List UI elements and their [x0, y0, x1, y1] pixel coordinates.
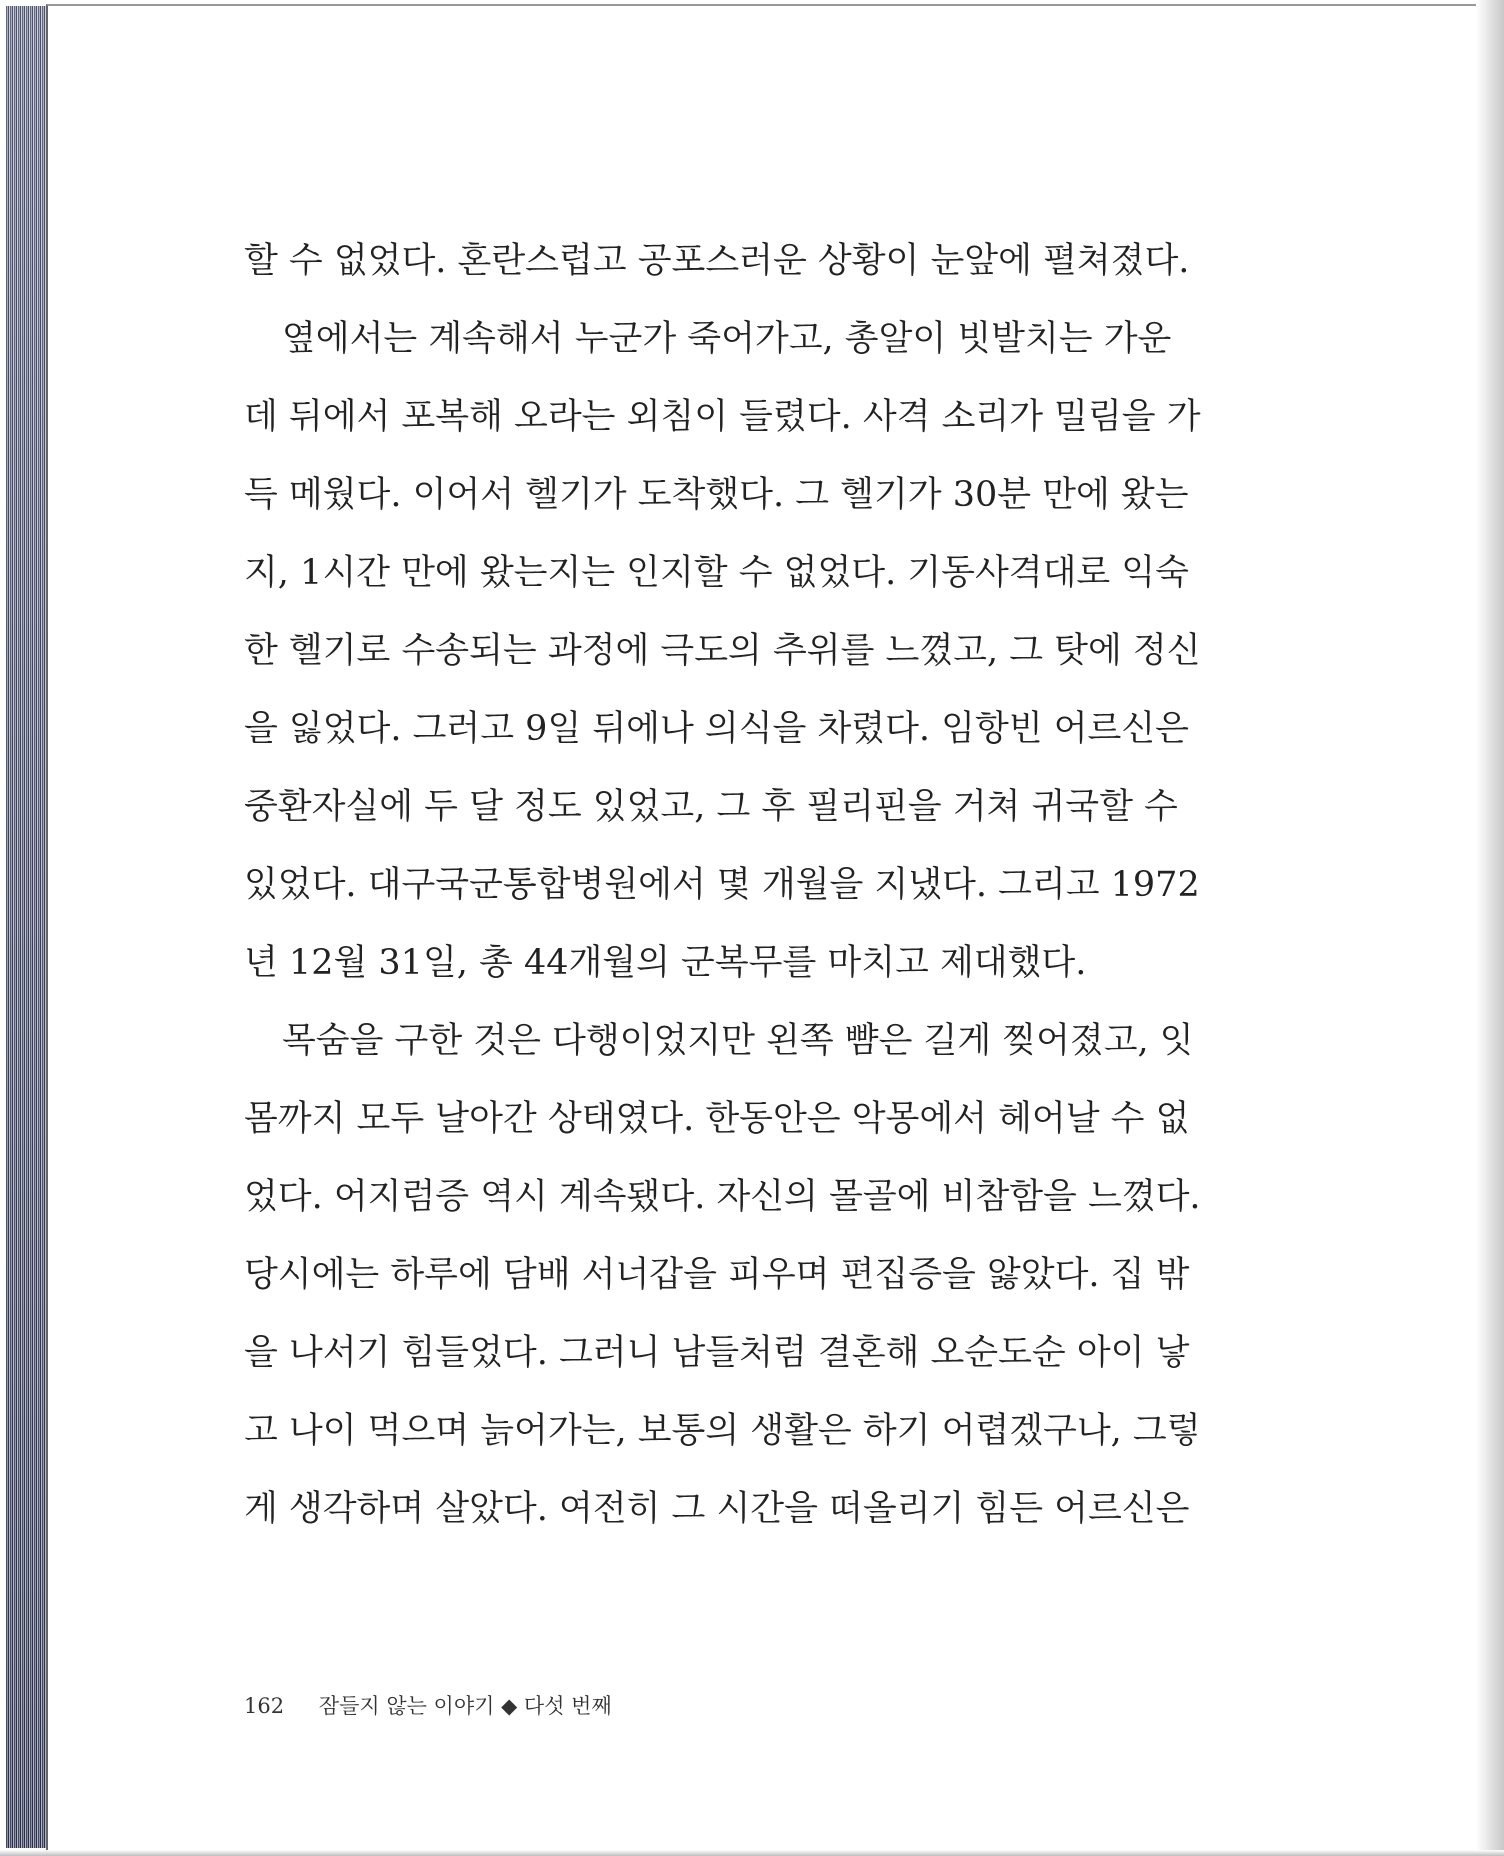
text-line: 을 잃었다. 그러고 9일 뒤에나 의식을 차렸다. 임항빈 어르신은	[244, 709, 1189, 749]
text-line: 있었다. 대구국군통합병원에서 몇 개월을 지냈다. 그리고 1972	[244, 865, 1200, 905]
text-line: 목숨을 구한 것은 다행이었지만 왼쪽 뺨은 길게 찢어졌고, 잇	[282, 1021, 1194, 1061]
text-line: 었다. 어지럼증 역시 계속됐다. 자신의 몰골에 비참함을 느꼈다.	[244, 1177, 1201, 1217]
text-line: 당시에는 하루에 담배 서너갑을 피우며 편집증을 앓았다. 집 밖	[244, 1255, 1190, 1295]
stacked-page-edges	[6, 6, 50, 1848]
text-line: 중환자실에 두 달 정도 있었고, 그 후 필리핀을 거쳐 귀국할 수	[244, 787, 1178, 827]
text-line: 득 메웠다. 이어서 헬기가 도착했다. 그 헬기가 30분 만에 왔는	[244, 475, 1189, 515]
text-line: 몸까지 모두 날아간 상태였다. 한동안은 악몽에서 헤어날 수 없	[244, 1099, 1190, 1139]
running-title: 잠들지 않는 이야기 ◆ 다섯 번째	[318, 1694, 612, 1718]
text-line: 데 뒤에서 포복해 오라는 외침이 들렸다. 사격 소리가 밀림을 가	[244, 397, 1201, 437]
text-line: 지, 1시간 만에 왔는지는 인지할 수 없었다. 기동사격대로 익숙	[244, 553, 1189, 593]
text-line: 옆에서는 계속해서 누군가 죽어가고, 총알이 빗발치는 가운	[282, 319, 1172, 359]
text-line: 할 수 없었다. 혼란스럽고 공포스러운 상황이 눈앞에 펼쳐졌다.	[244, 241, 1190, 281]
text-line: 한 헬기로 수송되는 과정에 극도의 추위를 느꼈고, 그 탓에 정신	[244, 631, 1201, 671]
body-text	[244, 222, 1201, 1548]
text-line: 고 나이 먹으며 늙어가는, 보통의 생활은 하기 어렵겠구나, 그렇	[244, 1411, 1201, 1451]
page-footer	[244, 1690, 612, 1720]
text-line: 을 나서기 힘들었다. 그러니 남들처럼 결혼해 오순도순 아이 낳	[244, 1333, 1190, 1373]
text-line: 년 12월 31일, 총 44개월의 군복무를 마치고 제대했다.	[244, 943, 1087, 983]
page-bottom-shadow	[0, 1850, 1504, 1856]
text-line: 게 생각하며 살았다. 여전히 그 시간을 떠올리기 힘든 어르신은	[244, 1489, 1190, 1529]
page-number: 162	[244, 1694, 285, 1718]
page-curl-shadow	[1476, 0, 1504, 1856]
